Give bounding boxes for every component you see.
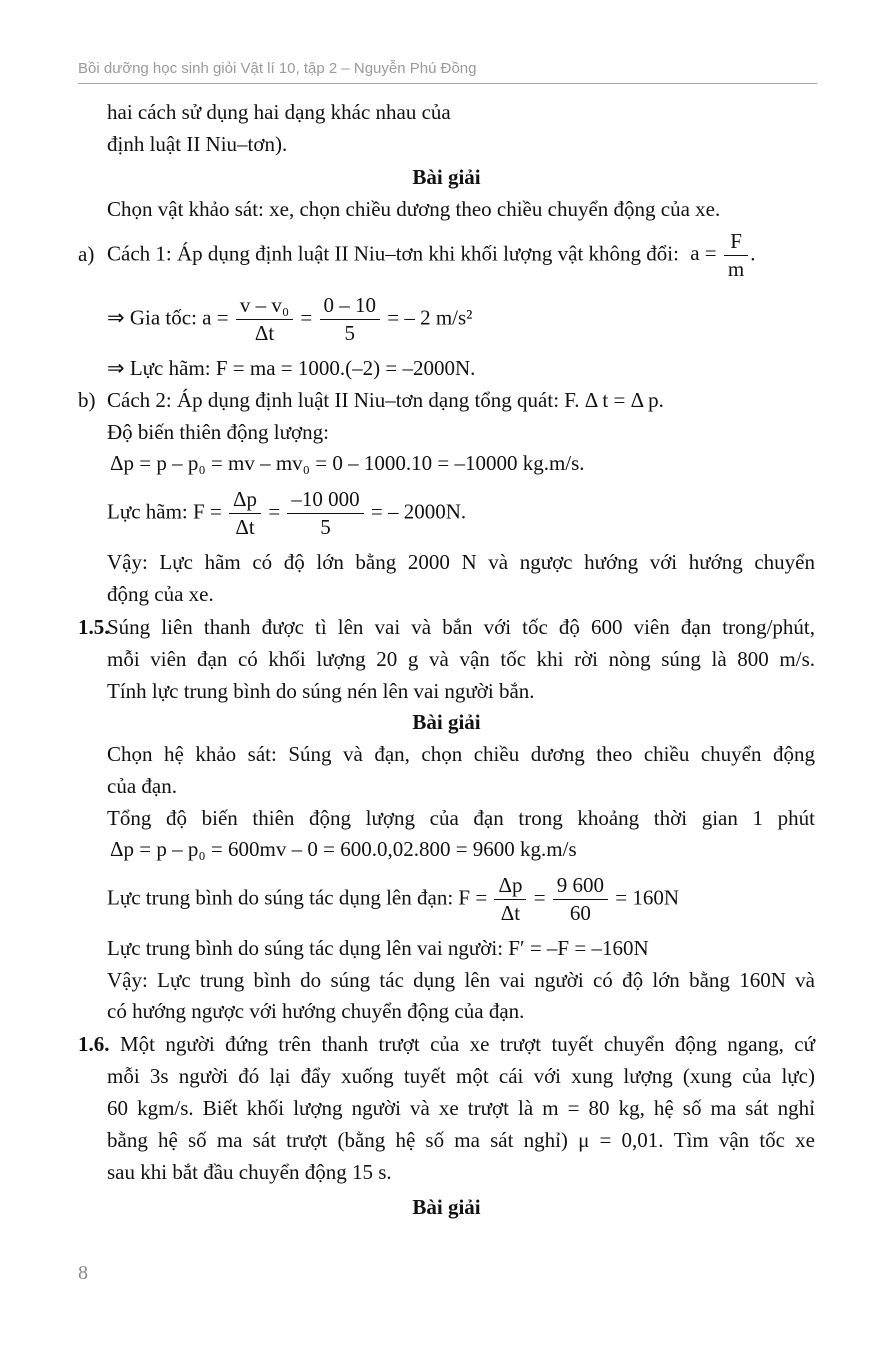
force-line-15: Lực trung bình do súng tác dụng lên đạn: F = $\frac{\Delta p}{\Delta t}$ = $\frac{9 600}{60}$ = 160N xyxy=(107,873,680,925)
conclusion-15-2: có hướng ngược với hướng chuyển động của đạn. xyxy=(107,999,525,1023)
problem15-total: Tổng độ biến thiên động lượng của đạn trong khoảng thời gian 1 phút xyxy=(107,806,815,830)
frac-den: Δt xyxy=(500,901,521,925)
problem-number-1-5: 1.5. xyxy=(78,615,110,639)
frac-num: Δp xyxy=(494,872,526,900)
conclusion-b-2: động của xe. xyxy=(107,582,214,606)
running-header: Bồi dưỡng học sinh giỏi Vật lí 10, tập 2 – Nguyễn Phú Đồng xyxy=(78,60,477,77)
momentum-equation-15: Δp = p – p₀ = 600mv – 0 = 600.0,02.800 = 9600 kg.m/s xyxy=(110,837,577,861)
frac-num: 9 600 xyxy=(553,872,608,900)
fraction-dp-dt xyxy=(494,872,526,927)
problem16-line-4: bằng hệ số ma sát trượt (bằng hệ số ma sát nghỉ) μ = 0,01. Tìm vận tốc xe xyxy=(107,1128,815,1152)
frac-den: Δt xyxy=(235,515,255,539)
problem16-line-1: Một người đứng trên thanh trượt của xe trượt tuyết chuyển động ngang, cứ xyxy=(120,1032,815,1056)
force-result: = – 2000N. xyxy=(370,499,467,524)
momentum-label: Độ biến thiên động lượng: xyxy=(107,420,329,444)
part-b-label: b) xyxy=(78,388,96,412)
accel-result: = – 2 m/s² xyxy=(387,305,473,330)
problem-number-1-6: 1.6. xyxy=(78,1032,110,1056)
braking-force-a: ⇒ Lực hãm: F = ma = 1000.(–2) = –2000N. xyxy=(107,356,476,380)
problem15-choose-1: Chọn hệ khảo sát: Súng và đạn, chọn chiều dương theo chiều chuyển động xyxy=(107,742,815,766)
fraction-dp-dt xyxy=(229,486,261,541)
fraction-accel-2 xyxy=(320,292,381,347)
part-a-label: a) xyxy=(78,242,95,266)
force-result: = 160N xyxy=(615,885,680,910)
problem16-line-2: mỗi 3s người đó lại đẩy xuống tuyết một cái với xung lượng (xung của lực) xyxy=(107,1064,815,1088)
problem15-line-3: Tính lực trung bình do súng nén lên vai người bắn. xyxy=(107,679,535,703)
fraction-values xyxy=(287,486,363,541)
force-line-b: Lực hãm: F = $\frac{\Delta p}{\Delta t}$ = $\frac{-10 000}{5}$ = – 2000N. xyxy=(107,487,467,539)
problem15-line-1: Súng liên thanh được tì lên vai và bắn với tốc độ 600 viên đạn trong/phút, xyxy=(107,615,815,639)
part-a-line xyxy=(107,228,755,283)
frac-den: 5 xyxy=(320,515,331,539)
frac-num: Δp xyxy=(229,486,261,514)
part-a-end: . xyxy=(750,241,756,266)
acceleration-line: ⇒ Gia tốc: a = $\frac{\text{v – v₀}}{\Delta t}$ = $\frac{0 - 10}{5}$ = – 2 m/s² xyxy=(107,293,473,345)
frac-num: 0 – 10 xyxy=(320,292,381,320)
fraction-accel-1 xyxy=(236,292,293,347)
intro-line-1: hai cách sử dụng hai dạng khác nhau của xyxy=(107,100,451,124)
frac-den: Δt xyxy=(254,321,275,345)
force-prefix: Lực trung bình do súng tác dụng lên đạn: F = xyxy=(107,885,488,910)
shoulder-force: Lực trung bình do súng tác dụng lên vai người: F′ = –F = –160N xyxy=(107,936,649,960)
fraction-f-over-m xyxy=(724,228,748,283)
header-rule xyxy=(78,83,817,84)
page-number: 8 xyxy=(78,1262,88,1284)
solution1-choose: Chọn vật khảo sát: xe, chọn chiều dương theo chiều chuyển động của xe. xyxy=(107,197,721,221)
intro-line-2: định luật II Niu–tơn). xyxy=(107,132,288,156)
part-a-text: Cách 1: Áp dụng định luật II Niu–tơn khi khối lượng vật không đổi: xyxy=(107,241,679,266)
conclusion-15-1: Vậy: Lực trung bình do súng tác dụng lên vai người có độ lớn bằng 160N và xyxy=(107,968,815,992)
frac-den: 60 xyxy=(569,901,591,925)
fraction-values xyxy=(553,872,608,927)
solution-heading-2: Bài giải xyxy=(412,710,481,734)
solution-heading-1: Bài giải xyxy=(412,165,481,189)
frac-den: 5 xyxy=(344,321,355,345)
frac-num: F xyxy=(724,228,748,256)
problem16-line-3: 60 kgm/s. Biết khối lượng người và xe trượt là m = 80 kg, hệ số ma sát nghỉ xyxy=(107,1096,815,1120)
conclusion-b-1: Vậy: Lực hãm có độ lớn bằng 2000 N và ngược hướng với hướng chuyển xyxy=(107,550,815,574)
momentum-equation-b: Δp = p – p₀ = mv – mv₀ = 0 – 1000.10 = –10000 kg.m/s. xyxy=(110,451,585,475)
frac-num: –10 000 xyxy=(287,486,363,514)
solution-heading-3: Bài giải xyxy=(412,1195,481,1219)
accel-prefix: ⇒ Gia tốc: a = xyxy=(107,305,229,330)
problem16-line-5: sau khi bắt đầu chuyển động 15 s. xyxy=(107,1160,392,1184)
problem15-choose-2: của đạn. xyxy=(107,774,177,798)
part-a-formula-lhs: a = xyxy=(690,241,717,266)
problem15-line-2: mỗi viên đạn có khối lượng 20 g và vận tốc khi rời nòng súng là 800 m/s. xyxy=(107,647,815,671)
force-prefix: Lực hãm: F = xyxy=(107,499,222,524)
frac-den: m xyxy=(727,257,745,281)
frac-num: v – v₀ xyxy=(236,292,293,320)
part-b-text: Cách 2: Áp dụng định luật II Niu–tơn dạng tổng quát: F. Δ t = Δ p. xyxy=(107,388,664,412)
